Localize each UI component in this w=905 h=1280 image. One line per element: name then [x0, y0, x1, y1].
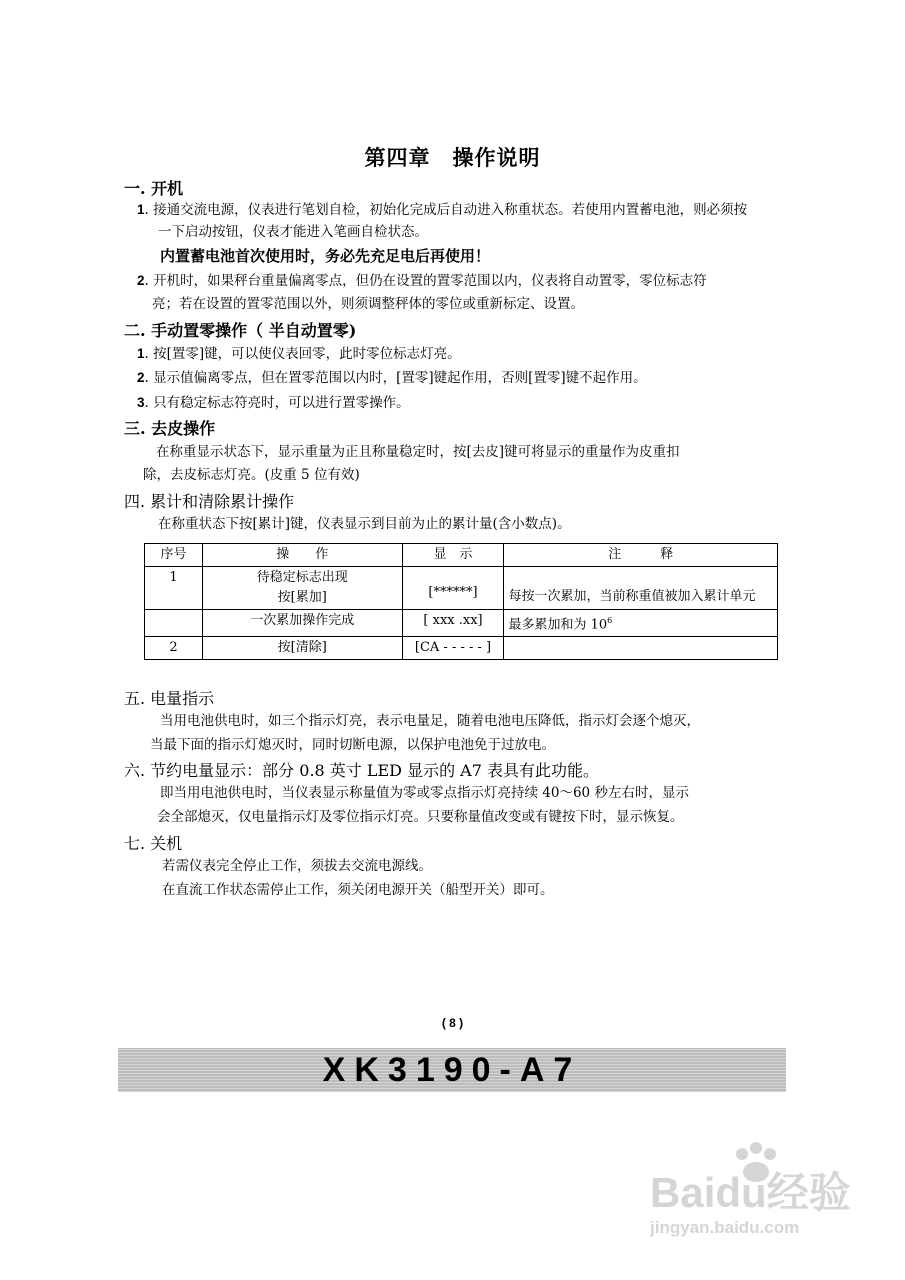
header-no: 序号 [145, 544, 203, 567]
cell-note [504, 637, 778, 660]
section-1-heading: 一. 开机 [124, 179, 184, 198]
section-1-item-1-cont: 一下启动按钮，仪表才能进入笔画自检状态。 [158, 224, 428, 240]
section-5-text-cont: 当最下面的指示灯熄灭时，同时切断电源，以保护电池免于过放电。 [150, 737, 555, 753]
operation-line: 按[累加] [277, 590, 327, 605]
cell-operation [202, 567, 402, 610]
section-4-heading: 四. 累计和清除累计操作 [124, 492, 295, 511]
cell-display: [CA - - - - - ] [402, 637, 504, 660]
section-1-item-2-cont: 亮；若在设置的置零范围以外，则须调整秤体的零位或重新标定、设置。 [152, 296, 584, 312]
item-number: 1 [137, 202, 145, 217]
section-1-item-2 [137, 270, 707, 292]
cell-no: 2 [145, 637, 203, 660]
section-6-text: 即当用电池供电时，当仪表显示称量值为零或零点指示灯亮持续 40～60 秒左右时，显示 [160, 785, 689, 801]
watermark-url: jingyan.baidu.com [650, 1218, 800, 1237]
cell-display: [ xxx .xx] [402, 610, 504, 637]
item-text: . 显示值偏离零点，但在置零范围以内时，[置零]键起作用，否则[置零]键不起作用。 [144, 370, 647, 386]
item-text: . 只有稳定标志符亮时，可以进行置零操作。 [144, 395, 410, 411]
section-1-item-1 [137, 199, 747, 221]
battery-warning: 内置蓄电池首次使用时，务必先充足电后再使用！ [160, 247, 491, 265]
cell-operation: 按[清除] [202, 637, 402, 660]
table-header-row [145, 544, 778, 567]
item-text: . 接通交流电源，仪表进行笔划自检，初始化完成后自动进入称重状态。若使用内置蓄电池，则必须按 [144, 202, 748, 218]
chapter-title: 第四章 操作说明 [364, 145, 541, 170]
cell-display: [******] [402, 567, 504, 610]
cell-note: 每按一次累加，当前称重值被加入累计单元 [504, 567, 778, 610]
section-6-text-cont: 会全部熄灭，仅电量指示灯及零位指示灯亮。只要称量值改变或有键按下时，显示恢复。 [157, 809, 684, 825]
item-number: 2 [137, 273, 145, 288]
section-5-heading: 五. 电量指示 [124, 689, 215, 708]
section-2-heading: 二. 手动置零操作（ 半自动置零) [124, 321, 357, 340]
cell-no: 1 [145, 567, 203, 610]
operation-line: 待稳定标志出现 [256, 570, 348, 585]
section-7-heading: 七. 关机 [124, 834, 183, 853]
model-banner [118, 1048, 786, 1092]
accumulate-table [144, 543, 778, 660]
item-number: 1 [137, 346, 145, 361]
item-number: 2 [137, 370, 145, 385]
page-number: ( 8 ) [441, 1016, 464, 1030]
model-name: XK3190-A7 [322, 1051, 582, 1089]
section-6-heading: 六. 节约电量显示：部分 0.8 英寸 LED 显示的 A7 表具有此功能。 [124, 761, 600, 780]
section-2-item-3 [137, 392, 410, 414]
header-display: 显 示 [402, 544, 504, 567]
watermark [640, 1140, 890, 1260]
section-3-text: 在称重显示状态下，显示重量为正且称量稳定时，按[去皮]键可将显示的重量作为皮重扣 [156, 444, 680, 460]
note-text: 最多累加和为 10 [508, 617, 608, 633]
watermark-brand: Baidu经验 [650, 1169, 851, 1216]
section-3-text-cont: 除，去皮标志灯亮。(皮重 5 位有效) [143, 467, 360, 483]
section-2-item-1 [137, 343, 461, 365]
section-4-text: 在称重状态下按[累计]键，仪表显示到目前为止的累计量(含小数点)。 [158, 516, 571, 532]
header-operation: 操 作 [202, 544, 402, 567]
cell-no [145, 610, 203, 637]
section-3-heading: 三. 去皮操作 [124, 419, 216, 438]
note-exponent: 6 [607, 616, 613, 625]
section-5-text: 当用电池供电时，如三个指示灯亮，表示电量足，随着电池电压降低，指示灯会逐个熄灭， [160, 713, 700, 729]
table-row [145, 567, 778, 610]
header-note: 注 释 [504, 544, 778, 567]
section-7-text-1: 若需仪表完全停止工作，须拔去交流电源线。 [162, 858, 432, 874]
cell-operation: 一次累加操作完成 [202, 610, 402, 637]
table-row [145, 610, 778, 637]
item-number: 3 [137, 395, 145, 410]
section-7-text-2: 在直流工作状态需停止工作，须关闭电源开关（船型开关）即可。 [162, 882, 554, 898]
cell-note [504, 610, 778, 637]
item-text: . 按[置零]键，可以使仪表回零，此时零位标志灯亮。 [144, 346, 461, 362]
section-2-item-2 [137, 367, 647, 389]
table-row [145, 637, 778, 660]
item-text: . 开机时，如果秤台重量偏离零点，但仍在设置的置零范围以内，仪表将自动置零，零位标志符 [144, 273, 707, 289]
